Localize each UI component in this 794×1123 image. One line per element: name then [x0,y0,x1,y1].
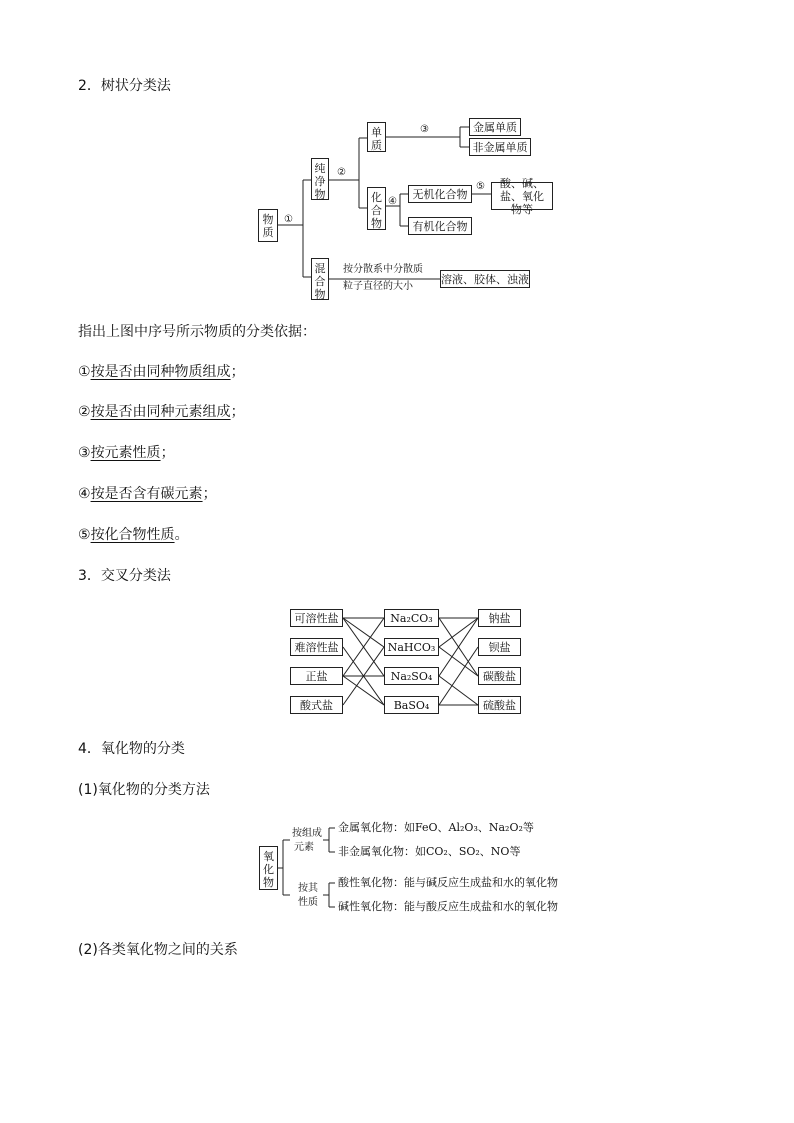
oxide-nonmetal: 非金属氧化物：如CO₂、SO₂、NO等 [338,845,521,858]
cross-middle-3: Na₂SO₄ [384,667,439,685]
tree-node-mixture: 混合物 [311,258,329,300]
answer-num-5: ⑤ [78,527,91,543]
section-heading-tree: 2．树状分类法 [78,78,171,94]
cross-right-3: 碳酸盐 [478,667,521,685]
oxide-sub2: (2)各类氧化物之间的关系 [78,942,238,958]
cross-right-2: 钡盐 [478,638,521,656]
tree-disperse-line1: 按分散系中分散质 [343,264,423,275]
answer-text-4: 按是否含有碳元素 [90,486,203,502]
tree-node-organic: 有机化合物 [408,217,472,235]
answer-text-3: 按元素性质 [90,445,161,461]
oxide-by-property-1: 按其 [298,883,318,894]
oxide-sub1: (1)氧化物的分类方法 [78,782,210,798]
tree-node-compound: 化合物 [367,187,386,230]
answer-end-4: ； [202,486,217,502]
answer-text-1: 按是否由同种物质组成 [90,364,231,380]
answer-num-2: ② [78,404,91,420]
cross-left-2: 难溶性盐 [290,638,343,656]
answer-text-5: 按化合物性质 [90,527,175,543]
oxide-by-property-2: 性质 [298,897,318,908]
cross-middle-2: NaHCO₃ [384,638,439,656]
section-heading-oxide: 4．氧化物的分类 [78,741,185,757]
tree-label-5: ⑤ [476,181,485,192]
answer-end-2: ； [230,404,245,420]
cross-left-1: 可溶性盐 [290,609,343,627]
tree-node-acid-base: 酸、碱、盐、氧化物等 [491,182,553,210]
answer-text-2: 按是否由同种元素组成 [90,404,231,420]
tree-prompt: 指出上图中序号所示物质的分类依据： [78,324,316,340]
tree-node-pure: 纯净物 [311,158,329,200]
tree-label-4: ④ [388,196,397,207]
oxide-by-composition-1: 按组成 [292,828,322,839]
answer-num-3: ③ [78,445,91,461]
tree-node-inorganic: 无机化合物 [408,185,472,203]
tree-label-2: ② [337,167,346,178]
answer-end-1: ； [230,364,245,380]
cross-middle-1: Na₂CO₃ [384,609,439,627]
section-heading-cross: 3．交叉分类法 [78,568,171,584]
tree-disperse-line2: 粒子直径的大小 [343,281,413,292]
cross-right-1: 钠盐 [478,609,521,627]
oxide-by-composition-2: 元素 [294,842,314,853]
cross-left-3: 正盐 [290,667,343,685]
answer-num-4: ④ [78,486,91,502]
tree-node-metal: 金属单质 [469,118,521,136]
answer-end-5: 。 [174,527,189,543]
answer-end-3: ； [160,445,175,461]
oxide-acidic: 酸性氧化物：能与碱反应生成盐和水的氧化物 [338,876,558,889]
tree-node-element: 单质 [367,122,386,152]
cross-left-4: 酸式盐 [290,696,343,714]
cross-right-4: 硫酸盐 [478,696,521,714]
tree-node-nonmetal: 非金属单质 [469,138,531,156]
oxide-metal: 金属氧化物：如FeO、Al₂O₃、Na₂O₂等 [338,821,534,834]
tree-label-3: ③ [420,124,429,135]
oxide-basic: 碱性氧化物：能与酸反应生成盐和水的氧化物 [338,900,558,913]
cross-middle-4: BaSO₄ [384,696,439,714]
oxide-root: 氧化物 [259,846,278,890]
tree-node-disperse-result: 溶液、胶体、浊液 [440,270,530,288]
tree-label-1: ① [284,214,293,225]
tree-node-root: 物质 [258,209,278,242]
answer-num-1: ① [78,364,91,380]
